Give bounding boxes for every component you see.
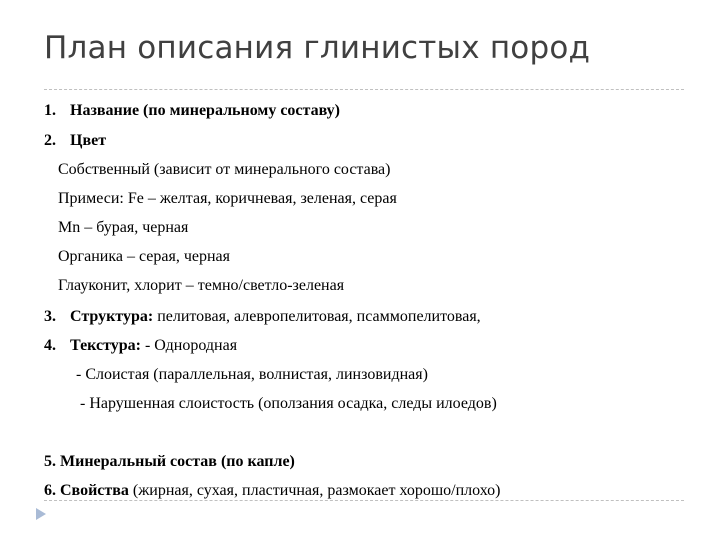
footer-divider (44, 500, 684, 501)
list-item-bold: Структура: (70, 308, 154, 325)
list-subitem: - Слоистая (параллельная, волнистая, линзовидная) (76, 366, 428, 383)
list-item-number: 3. (44, 308, 56, 325)
list-item-5 (44, 452, 295, 472)
list-subitem: - Нарушенная слоистость (оползания осадка, следы илоедов) (80, 395, 497, 412)
slide-title: План описания глинистых пород (44, 30, 591, 66)
title-divider (44, 89, 684, 90)
list-item-number: 4. (44, 337, 56, 354)
list-subitem: Органика – серая, черная (58, 248, 231, 265)
list-item-1 (44, 101, 340, 121)
list-item-text: - Однородная (140, 337, 238, 354)
list-item-bold: Цвет (70, 132, 107, 149)
list-item-text: (жирная, сухая, пластичная, размокает хорошо/плохо) (128, 482, 501, 499)
list-item-3 (44, 307, 481, 327)
list-item-4 (44, 336, 237, 356)
triangle-right-icon (36, 508, 46, 520)
list-item-number: 1. (44, 102, 56, 119)
list-subitem: Собственный (зависит от минерального состава) (58, 161, 391, 178)
list-subitem: Глауконит, хлорит – темно/светло-зеленая (58, 277, 345, 294)
list-subitem: Примеси: Fe – желтая, коричневая, зеленая, серая (58, 190, 397, 207)
list-item-bold: 5. Минеральный состав (по капле) (44, 453, 295, 470)
list-item-bold: Текстура: (70, 337, 141, 354)
list-item-2 (44, 131, 106, 151)
list-item-bold: Название (по минеральному составу) (70, 102, 341, 119)
list-item-6 (44, 481, 500, 501)
list-subitem: Mn – бурая, черная (58, 219, 189, 236)
list-item-number: 2. (44, 132, 56, 149)
list-item-text: пелитовая, алевропелитовая, псаммопелитовая, (153, 308, 481, 325)
list-item-bold: 6. Свойства (44, 482, 129, 499)
